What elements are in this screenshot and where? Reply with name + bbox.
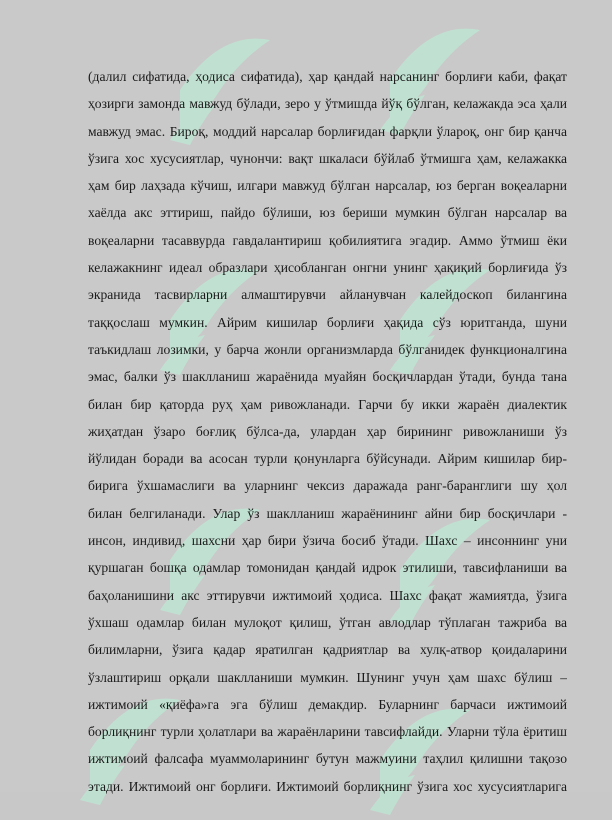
text-line: воқеаларни тасаввурда гавдалантириш қобилиятига эгадир. Аммо ўтмиш ёки xyxy=(88,232,567,248)
text-line: хаёлда акс эттириш, пайдо бўлиши, юз бериши мумкин бўлган нарсалар ва xyxy=(88,205,567,221)
text-line: экранида тасвирларни алмаштирувчи айланувчан калейдоскоп билангина xyxy=(88,287,567,303)
text-line: бирига ўхшамаслиги ва уларнинг чексиз даражада ранг-баранглиги шу ҳол xyxy=(88,478,567,494)
text-line: йўлидан боради ва асосан турли қонунларга бўйсунади. Айрим кишилар бир- xyxy=(88,451,567,467)
text-line: ҳозирги замонда мавжуд бўлади, зеро у ўтмишда йўқ бўлган, келажакда эса ҳали xyxy=(88,96,567,112)
text-line: борлиқнинг турли ҳолатлари ва жараёнларини тавсифлайди. Уларни тўла ёритиш xyxy=(88,724,567,740)
text-line: этади. Ижтимоий онг борлиғи. Ижтимоий борлиқнинг ўзига хос хусусиятларига xyxy=(88,778,567,794)
text-line: билан бир қаторда руҳ ҳам ривожланади. Гарчи бу икки жараён диалектик xyxy=(88,396,567,412)
text-line: билимларни, ўзига қадар яратилган қадриятлар ва хулқ-атвор қоидаларини xyxy=(88,642,567,658)
text-line: ижтимоий фалсафа муаммоларининг бутун мажмуини таҳлил қилишни тақозо xyxy=(88,751,567,767)
text-line: жиҳатдан ўзаро боғлиқ бўлса-да, улардан ҳар бирининг ривожланиши ўз xyxy=(88,423,567,439)
text-line: келажакнинг идеал образлари ҳисобланган онгни унинг ҳақиқий борлиғида ўз xyxy=(88,260,567,276)
text-line: (далил сифатида, ҳодиса сифатида), ҳар қандай нарсанинг борлиғи каби, фақат xyxy=(88,69,567,84)
text-line: қуршаган бошқа одамлар томонидан қандай идрок этилиши, тавсифланиши ва xyxy=(88,560,567,576)
text-line: ўхшаш одамлар билан мулоқот қилиш, ўтган авлодлар тўплаган тажриба ва xyxy=(88,614,567,630)
text-line: билан белгиланади. Улар ўз шаклланиш жараёнининг айни бир босқичлари - xyxy=(88,505,567,521)
text-line: ҳам бир лаҳзада кўчиш, илгари мавжуд бўлган нарсалар, юз берган воқеаларни xyxy=(88,178,567,194)
text-line: баҳоланишини акс эттирувчи ижтимоий ҳодиса. Шахс фақат жамиятда, ўзига xyxy=(88,587,567,603)
text-line: мавжуд эмас. Бироқ, моддий нарсалар борлиғидан фарқли ўлароқ, онг бир қанча xyxy=(88,123,567,139)
text-line: инсон, индивид, шахсни ҳар бири ўзича босиб ўтади. Шахс – инсоннинг уни xyxy=(88,533,567,549)
text-line: ўзига хос хусусиятлар, чунончи: вақт шкаласи бўйлаб ўтмишга ҳам, келажакка xyxy=(88,150,567,166)
text-line: ўзлаштириш орқали шаклланиши мумкин. Шунинг учун ҳам шахс бўлиш – xyxy=(88,669,567,685)
body-paragraph xyxy=(88,63,567,800)
text-line: эмас, балки ўз шаклланиш жараёнида муайян босқичлардан ўтади, бунда тана xyxy=(88,369,567,385)
text-line: таъкидлаш лозимки, у барча жонли организмларда бўлганидек функционалгина xyxy=(88,341,567,357)
text-line: таққослаш мумкин. Айрим кишилар борлиғи ҳақида сўз юритганда, шуни xyxy=(88,314,567,330)
text-line: ижтимоий «қиёфа»га эга бўлиш демакдир. Буларнинг барчаси ижтимоий xyxy=(88,696,567,712)
